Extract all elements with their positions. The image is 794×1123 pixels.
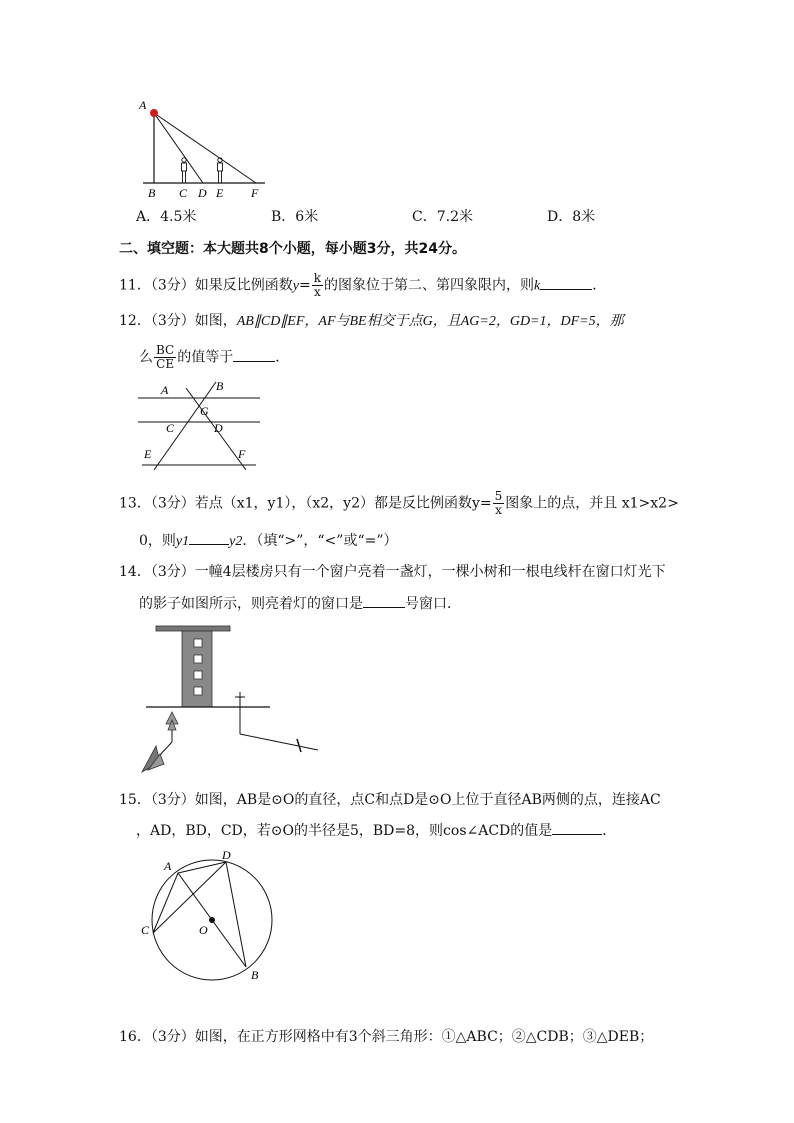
question-15-line1: 15．（3分）如图，AB是⊙O的直径，点C和点D是⊙O上位于直径AB两侧的点，连接AC: [119, 792, 661, 808]
figure-q10-shadow: [135, 96, 275, 200]
question-12-line1: 12．（3分）如图，AB∥CD∥EF，AF与BE相交于点G，且AG=2，GD=1，DF=5，那: [119, 313, 624, 329]
answer-blank-12[interactable]: [233, 347, 275, 362]
point-label-b: B: [216, 379, 224, 393]
question-16: 16．（3分）如图，在正方形网格中有3个斜三角形：①△ABC；②△CDB；③△DEB；: [119, 1029, 654, 1045]
point-label-o: O: [199, 923, 208, 937]
window-2: [194, 655, 202, 663]
figure-q12-parallel-lines: [134, 378, 266, 474]
question-15-line2: ，AD，BD，CD，若⊙O的半径是5，BD=8，则cos∠ACD的值是 ．: [136, 820, 616, 841]
fraction-k-over-x: $\frac{k}{x}$: [313, 271, 321, 299]
point-label-f: F: [251, 186, 259, 200]
point-label-c: C: [141, 923, 150, 937]
answer-blank-11[interactable]: [540, 275, 592, 290]
figure-q14-building-shadows: [138, 622, 328, 774]
question-14-line1: 14．（3分）一幢4层楼房只有一个窗户亮着一盏灯，一棵小树和一根电线杆在窗口灯光下: [119, 564, 666, 580]
window-1: [194, 639, 202, 647]
point-label-a: A: [164, 859, 172, 873]
figure-q15-circle: [138, 846, 274, 984]
option-d[interactable]: D．8米: [547, 209, 596, 225]
question-13-line2: 0，则y1 y2．（填“>”，“<”或“=”）: [139, 530, 398, 552]
point-label-b: B: [148, 186, 156, 200]
question-13-line1: 13．（3分）若点（x1，y1），（x2，y2）都是反比例函数y= $\frac{5}{x}$ 图象上的点，并且 x1>x2>: [119, 489, 679, 517]
point-label-a: A: [139, 98, 147, 112]
point-label-c: C: [166, 421, 175, 435]
window-4: [194, 687, 202, 695]
question-11: 11．（3分）如果反比例函数y= $\frac{k}{x}$ 的图象位于第二、第四象限内，则k ．: [119, 271, 607, 299]
option-a[interactable]: A．4.5米: [136, 209, 197, 225]
point-label-d: D: [222, 848, 231, 862]
answer-blank-13[interactable]: [189, 530, 229, 545]
fraction-5-over-x: $\frac{5}{x}$: [494, 489, 503, 517]
question-14-line2: 的影子如图所示，则亮着灯的窗口是 号窗口．: [139, 593, 461, 614]
answer-blank-14[interactable]: [363, 593, 405, 608]
point-label-e: E: [216, 186, 224, 200]
section-heading: 二、填空题：本大题共8个小题，每小题3分，共24分。: [119, 241, 466, 257]
point-label-a: A: [161, 383, 169, 397]
option-b[interactable]: B．6米: [271, 209, 319, 225]
point-label-b: B: [251, 968, 259, 982]
point-label-g: G: [200, 404, 209, 418]
point-label-d: D: [198, 186, 207, 200]
point-label-e: E: [144, 447, 152, 461]
option-c[interactable]: C．7.2米: [412, 209, 473, 225]
fraction-bc-over-ce: $\frac{BC}{CE}$: [156, 343, 175, 371]
point-label-f: F: [238, 447, 246, 461]
point-label-c: C: [179, 186, 188, 200]
answer-blank-15[interactable]: [552, 820, 602, 835]
point-label-d: D: [214, 421, 223, 435]
question-12-line2: 么 $\frac{BC}{CE}$ 的值等于 ．: [139, 343, 290, 371]
window-3: [194, 671, 202, 679]
